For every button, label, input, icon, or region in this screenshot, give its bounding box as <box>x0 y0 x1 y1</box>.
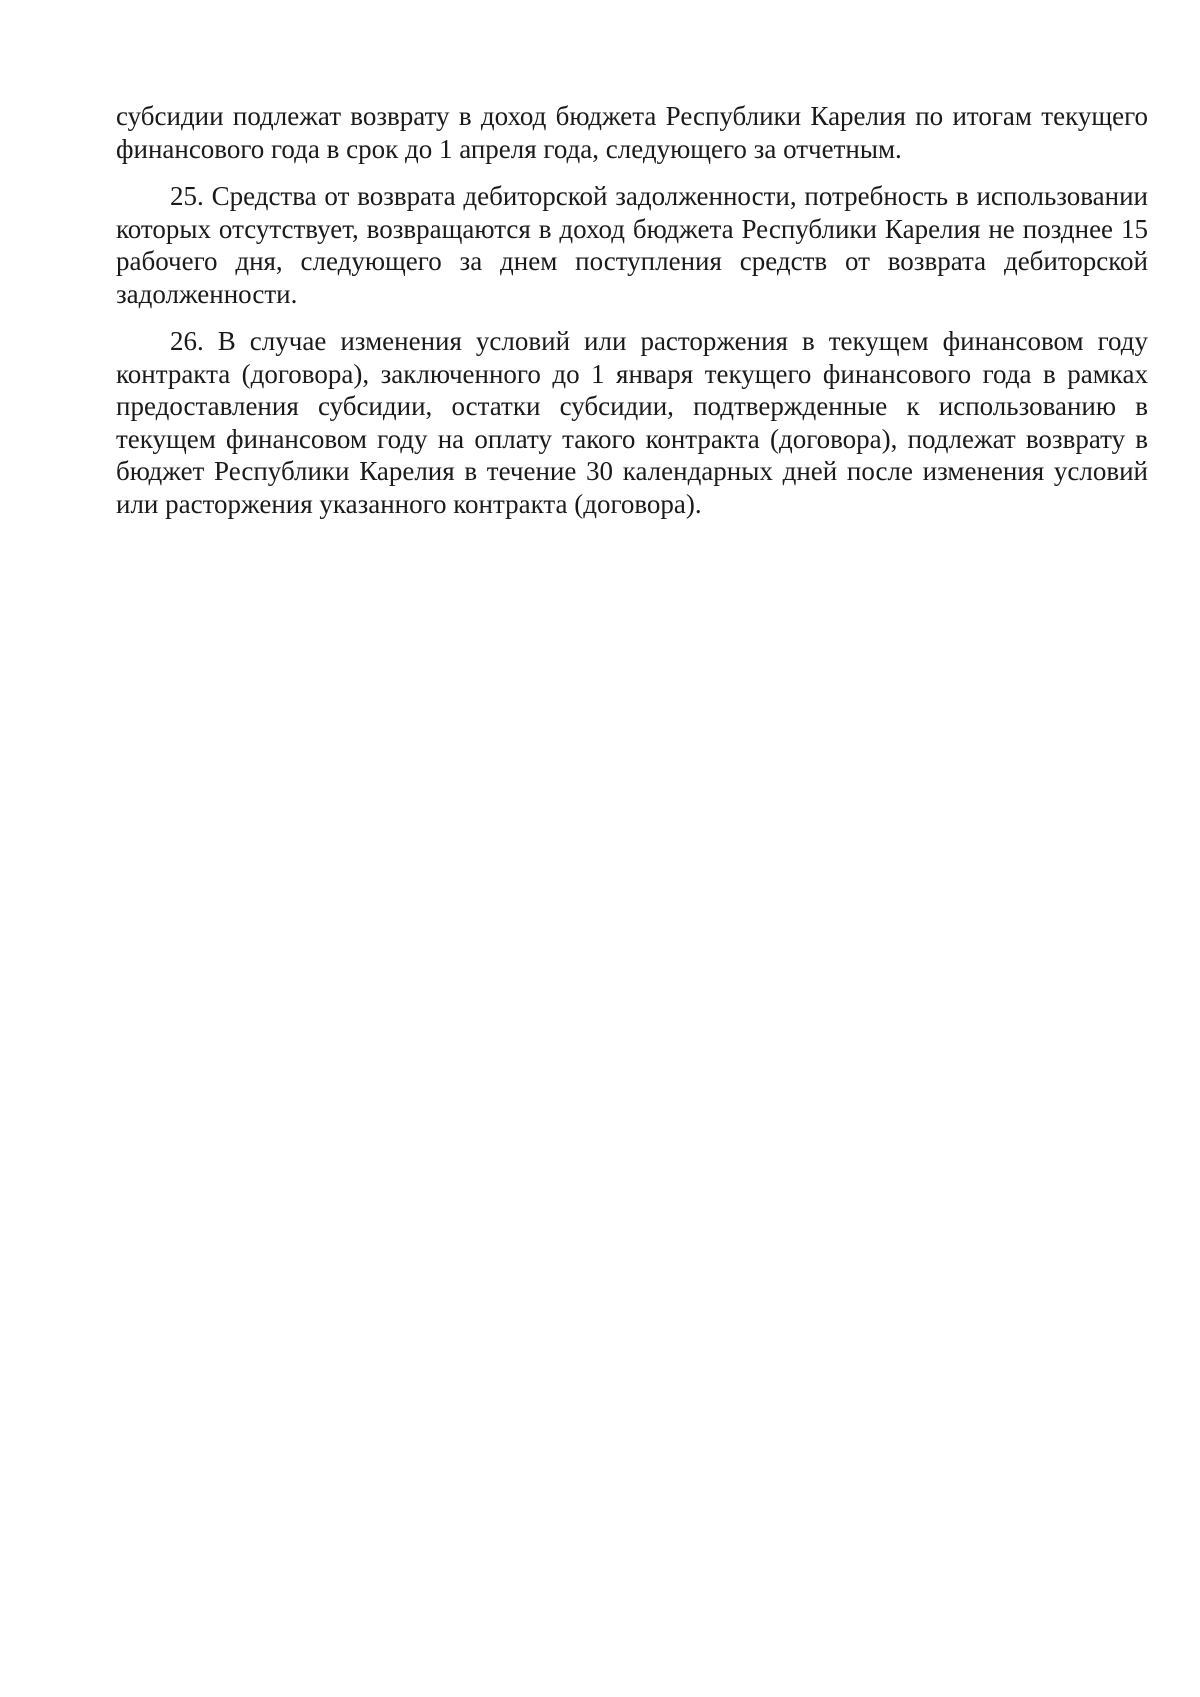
paragraph-26: 26. В случае изменения условий или расторжения в текущем финансовом году контракта (договора), заключенного до 1 января текущего финансового года в рамках предоставления субсидии, остатки субсидии, подтвержденные к использованию в текущем финансовом году на оплату такого контракта (договора), подлежат возврату в бюджет Республики Карелия в течение 30 календарных дней после изменения условий или расторжения указанного контракта (договора). <box>116 326 1148 519</box>
document-page <box>116 100 1148 535</box>
paragraph-25: 25. Средства от возврата дебиторской задолженности, потребность в использовании которых отсутствует, возвращаются в доход бюджета Республики Карелия не позднее 15 рабочего дня, следующего за днем поступления средств от возврата дебиторской задолженности. <box>116 181 1148 309</box>
paragraph-continuation: субсидии подлежат возврату в доход бюджета Республики Карелия по итогам текущего финансового года в срок до 1 апреля года, следующего за отчетным. <box>116 101 1148 164</box>
